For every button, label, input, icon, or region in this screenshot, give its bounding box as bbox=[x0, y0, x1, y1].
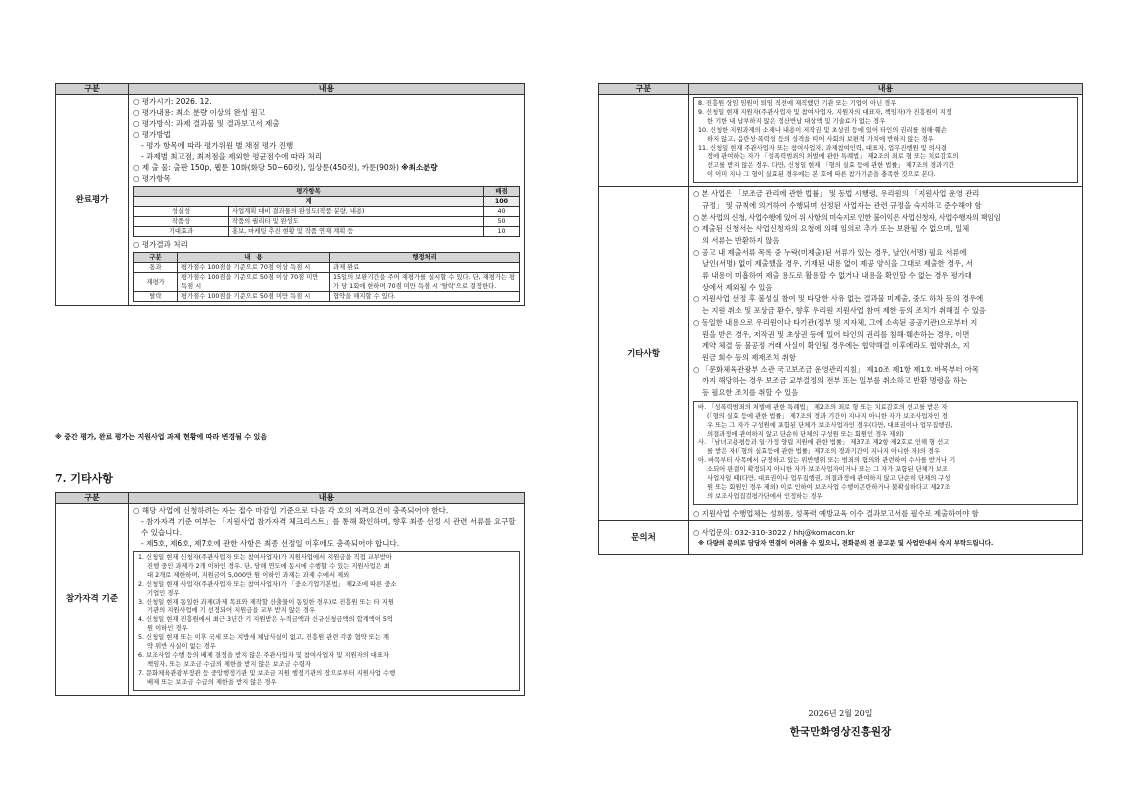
eval-method-2: - 과제별 최고점, 최저점을 제외한 평균점수에 따라 처리 bbox=[141, 152, 323, 161]
eval-items-table bbox=[133, 186, 520, 237]
qualification-label: 참가자격 기준 bbox=[56, 504, 129, 696]
qual-item-7: 7. 문화체육관광부장관 등 중앙행정기관 및 보조금 지원 행정기관의 장으로부터 지원사업 수행 bbox=[138, 669, 396, 677]
etc-cancel-note: ○ 지원사업 선정 후 불성실 참여 및 타당한 사유 없는 결과물 미제출, 중도 하차 등의 경우에 bbox=[693, 294, 984, 304]
qual-item-10: 10. 신청한 지원과제의 소재나 내용이 저작권 및 초상권 등에 있어 타인의 권리를 침해·훼손 bbox=[698, 126, 947, 134]
etc-missing-doc-note: ○ 공고 내 제출서류 목록 중 누락(미제출)된 서류가 있는 경우, 날인(서명) 필요 서류에 bbox=[693, 247, 967, 257]
qual-item-9: 9. 신청일 현재 지원자(주관사업자 및 참여사업자, 지원자의 대표자, 책임자)가 진흥원이 지정 bbox=[698, 108, 952, 116]
eval-result-title: ○ 평가결과 처리 bbox=[133, 240, 188, 249]
etc-responsibility-note: ○ 본 사업의 신청, 사업수행에 있어 위 사항의 미숙지로 인한 불이익은 사업신청자, 사업수행자의 책임임 bbox=[693, 212, 1001, 222]
contact-phone-email: ○ 사업문의: 032-310-3022 / hhj@komacon.kr bbox=[693, 527, 855, 537]
qual-item-2: 2. 신청일 현재 사업자(주관사업자 또는 참여사업자)가 「중소기업기본법」 제2조에 따른 중소 bbox=[138, 580, 397, 588]
eval-result-table bbox=[133, 252, 520, 302]
etc-box-item-ba: 바. 「성폭력범죄의 처벌에 관한 특례법」 제2조의 죄로 형 또는 치료감호의 선고를 받은 자 bbox=[698, 403, 948, 411]
etc-table bbox=[598, 83, 1083, 555]
table-row: 탈락 평가점수 100점을 기준으로 50점 미만 득점 시 협약을 해지할 수 있다. bbox=[134, 292, 520, 302]
items-total-score: 100 bbox=[484, 197, 520, 207]
result-header-content: 내 용 bbox=[178, 253, 330, 263]
qual-item-3: 3. 신청일 현재 동일한 과제(과제 목표와 제작할 산출물이 동일한 경우)로 진흥원 또는 타 지원 bbox=[138, 598, 394, 606]
min-amount-note: ※최소분량 bbox=[401, 163, 438, 172]
etc-content: ○ 본 사업은 「보조금 관리에 관한 법률」 및 동법 시행령, 우리원의 「지원사업 운영 관리 규정」 및 규칙에 의거하여 수행되며 선정된 사업자는 관련 규정을 숙지하고 준수해야 함 ○ 본 사업의 신청, 사업수행에 있어 위 사항의 미숙지로 인한 불이익은 사업신청자, 사업수행자의 책임임 ○ 제출된 신청서는 사업신청자의 요청에 의해 임의로 추가 또는 보완될 수 없으며, 일체 의 서류는 반환하지 않음 ○ 공고 내 제출서류 목록 중 누락(미제출)된 서류가 있는 경우, 날인(서명) 필요 서류에 날인(서명) 없이 제출했을 경우, 기재된 내용 없이 제공 양식을 그대로 제출한 경우, 서 류 내용이 미흡하여 제출 용도로 활용할 수 없거나 내용을 확인할 수 없는 경우 평가대 상에서 제외될 수 있음 ○ 지원사업 선정 후 불성실 참여 및 타당한 사유 없는 결과물 미제출, 중도 하차 등의 경우에 는 지원 취소 및 포상금 환수, 향후 우리원 지원사업 참여 제한 등의 조치가 취해질 수 있음 ○ 동일한 내용으로 우리원이나 타기관(정부 및 지자체, 그에 소속된 공공기관)으로부터 지 원을 받은 경우, 저작권 및 초상권 등에 있어 타인의 권리를 침해·훼손하는 경우, 이면 계약 체결 등 불공정 거래 사실이 확인될 경우에는 협약해결 이후에라도 협약취소, 지 원금 회수 등의 제재조치 취함 ○ 「문화체육관광부 소관 국고보조금 운영관리지침」 제10조 제1항 제1호 바목부터 아목 까지 해당하는 경우 보조금 교부결정의 전부 또는 일부를 취소하고 반환 명령을 하는 등 필요한 조치를 취할 수 있음 바. 「성폭력범죄의 처벌에 관한 특례법」 제2조의 죄로 형 또는 치료감호의 선고를 받은 자 (「형의 실효 등에 관한 법률」 제7조의 경과 기간이 지나지 아니한 자가 보조사업자인 경 우 또는 그 자가 구성원에 포함된 단체가 보조사업자인 경우(다만, 대표권이나 업무집행권, 의결과정에 관여하지 않고 단순히 단체의 구성원 또는 회원인 경우 제외) 사. 「남녀고용평등과 일·가정 양립 지원에 관한 법률」 제37조 제2항 제2호로 인해 형 선고 를 받은 자(「형의 실효등에 관한 법률」제7조의 경과기간이 지나지 아니한 자)의 경우 아. 바목부터 사목에서 규정하고 있는 위반행위 또는 범죄의 혐의와 관련하여 수사를 받거나 기 소되어 판결이 확정되지 아니한 자가 보조사업자이거나 또는 그 자가 포함된 단체가 보조 사업자일 때(다만, 대표권이나 업무집행권, 의결과정에 관여하지 않고 단순히 단체의 구성 원 또는 회원인 경우 제외) 이로 인하여 보조사업 수행이곤란하거나 불확실하다고 제27조 의 보조사업집검평가단에서 인정하는 경우 ○ 지원사업 수행업체는 성희롱, 성폭력 예방교육 이수 결과보고서를 필수로 제출하여야 함 bbox=[689, 187, 1083, 521]
contact-label: 문의처 bbox=[599, 521, 689, 555]
qual-criteria-box-continued: 8. 진흥원 상임 임원이 퇴임 직전에 재직했던 기관 또는 기업이 아닌 경우 9. 신청일 현재 지원자(주관사업자 및 참여사업자, 지원자의 대표자, 책임자)가 진흥원이 지정 한 기한 내 납부하지 않은 정산반납 대상액 및 기술료가 없는 경우 10. 신청한 지원과제의 소재나 내용이 저작권 및 초상권 등에 있어 타인의 권리를 침해·훼손 하지 않고, 음란성·폭력성 등의 성격을 띠어 사회의 보편적 가치에 반하지 않는 경우 11. 신청일 현재 주관사업자 또는 참여사업자, 과제참여인력, 대표자, 업무진행원 및 의사결 정에 관여하는 자가 「성폭력범죄의 처벌에 관한 특례법」 제2조의 죄로 형 또는 치료감호의 선고를 받지 않은 경우. 다만, 신청일 현재 「형의 실효 등에 관한 법률」 제7조의 경과기간 이 이미 지나 그 형이 실효된 경우에는 본 호에 따른 참가기준을 충족한 것으로 본다. bbox=[693, 97, 1078, 183]
etc-subsidy-note: ○ 「문화체육관광부 소관 국고보조금 운영관리지침」 제10조 제1항 제1호 바목부터 아목 bbox=[693, 364, 979, 374]
etc-legal-box: 바. 「성폭력범죄의 처벌에 관한 특례법」 제2조의 죄로 형 또는 치료감호의 선고를 받은 자 (「형의 실효 등에 관한 법률」 제7조의 경과 기간이 지나지 아니한 자가 보조사업자인 경 우 또는 그 자가 구성원에 포함된 단체가 보조사업자인 경우(다만, 대표권이나 업무집행권, 의결과정에 관여하지 않고 단순히 단체의 구성원 또는 회원인 경우 제외) 사. 「남녀고용평등과 일·가정 양립 지원에 관한 법률」 제37조 제2항 제2호로 인해 형 선고 를 받은 자(「형의 실효등에 관한 법률」제7조의 경과기간이 지나지 아니한 자)의 경우 아. 바목부터 사목에서 규정하고 있는 위반행위 또는 범죄의 혐의와 관련하여 수사를 받거나 기 소되어 판결이 확정되지 아니한 자가 보조사업자이거나 또는 그 자가 포함된 단체가 보조 사업자일 때(다만, 대표권이나 업무집행권, 의결과정에 관여하지 않고 단순히 단체의 구성 원 또는 회원인 경우 제외) 이로 인하여 보조사업 수행이곤란하거나 불확실하다고 제27조 의 보조사업집검평가단에서 인정하는 경우 bbox=[693, 401, 1078, 505]
table-row: 성실성 사업계획 대비 결과물의 완성도(작품 분량, 내용) 40 bbox=[134, 207, 520, 217]
items-header-item: 평가항목 bbox=[134, 187, 484, 197]
contact-notice: ※ 다량의 문의로 담당자 연결이 어려울 수 있으니, 전화문의 전 공고문 및 사업안내서 숙지 부탁드립니다. bbox=[698, 538, 994, 547]
etc-box-item-sa: 사. 「남녀고용평등과 일·가정 양립 지원에 관한 법률」 제37조 제2항 제2호로 인해 형 선고 bbox=[698, 439, 950, 447]
eval-method-1: - 평가 항목에 따라 평가위원 별 채점 평가 진행 bbox=[141, 141, 294, 150]
eval-method: ○ 평가방법 bbox=[133, 130, 171, 139]
eval-change-note: ※ 중간 평가, 완료 평가는 지원사업 과제 현황에 따라 변경될 수 있음 bbox=[55, 433, 268, 441]
header-naeyong: 내용 bbox=[129, 493, 525, 504]
eval-way: ○ 평가방식: 과제 결과물 및 결과보고서 제출 bbox=[133, 119, 280, 128]
etc-education-note: ○ 지원사업 수행업체는 성희롱, 성폭력 예방교육 이수 결과보고서를 필수로 제출하여야 함 bbox=[693, 508, 979, 518]
table-row: 작품성 작품의 퀄리티 및 완성도 50 bbox=[134, 217, 520, 227]
qual-item-4: 4. 신청일 현재 진흥원에서 최근 3년간 기 지원받은 누적금액과 신규신청금액의 합계액이 5억 bbox=[138, 616, 394, 624]
qual-continued-label bbox=[599, 95, 689, 187]
items-total-label: 계 bbox=[134, 197, 484, 207]
etc-duplicate-note: ○ 동일한 내용으로 우리원이나 타기관(정부 및 지자체, 그에 소속된 공공기관)으로부터 지 bbox=[693, 317, 978, 327]
header-naeyong: 내용 bbox=[689, 84, 1083, 95]
etc-law-note: ○ 본 사업은 「보조금 관리에 관한 법률」 및 동법 시행령, 우리원의 「지원사업 운영 관리 bbox=[693, 189, 980, 199]
eval-period: ○ 평가시기: 2026. 12. bbox=[133, 97, 212, 106]
qual-criteria-box: 1. 신청일 현재 신청자(주관사업자 또는 참여사업자)가 지원사업에서 지원금을 직접 교부받아 진행 중인 과제가 2개 이하인 경우. 단, 당해 연도에 동시에 수행할 수 있는 지원사업은 최 대 2개로 제한하며, 지원금이 5,000만 원 이하인 과제는 과제 수에서 제외 2. 신청일 현재 사업자(주관사업자 또는 참여사업자)가 「중소기업기본법」 제2조에 따른 중소 기업인 경우 3. 신청일 현재 동일한 과제(과제 목표와 제작할 산출물이 동일한 경우)로 진흥원 또는 타 지원 기관의 지원사업에 기 선정되어 지원금을 교부 받지 않은 경우 4. 신청일 현재 진흥원에서 최근 3년간 기 지원받은 누적금액과 신규신청금액의 합계액이 5억 원 이하인 경우 5. 신청일 현재 또는 이후 국세 또는 지방세 체납사실이 없고, 진흥원 관련 각종 협약 또는 계 약 위반 사실이 없는 경우 6. 보조사업 수행 등의 배제 결정을 받지 않은 주관사업자 및 참여사업자 및 지원자의 대표자 책임자, 또는 보조금 수급의 제한을 받지 않은 보조금 수령자 7. 문화체육관광부장관 등 중앙행정기관 및 보조금 지원 행정기관의 장으로부터 지원사업 수행 배제 또는 보조금 수급의 제한을 받지 않은 경우 bbox=[133, 551, 520, 691]
table-row: 통과 평가점수 100점을 기준으로 70점 이상 득점 시 과제 완료 bbox=[134, 263, 520, 273]
etc-box-item-a: 아. 바목부터 사목에서 규정하고 있는 위반행위 또는 범죄의 혐의와 관련하여 수사를 받거나 기 bbox=[698, 457, 956, 465]
table-row: 기대효과 홍보, 마케팅 추진 현황 및 작품 연재 계획 등 10 bbox=[134, 227, 520, 237]
eval-label: 완료평가 bbox=[56, 95, 129, 306]
eval-contents: ○ 평가내용: 최소 분량 이상의 완성 원고 bbox=[133, 108, 266, 117]
eval-content bbox=[129, 95, 525, 306]
eval-submission: ○ 제 출 물: 출판 150p, 웹툰 10화(화당 50~60컷), 일상툰(450컷), 카툰(90화) ※최소분량 bbox=[133, 163, 438, 172]
header-gubun: 구분 bbox=[599, 84, 689, 95]
section-7-title: 7. 기타사항 bbox=[55, 472, 113, 485]
eval-table bbox=[55, 83, 525, 306]
result-header-kind: 구분 bbox=[134, 253, 178, 263]
qual-continued-content bbox=[689, 95, 1083, 187]
qual-item-6: 6. 보조사업 수행 등의 배제 결정을 받지 않은 주관사업자 및 참여사업자 및 지원자의 대표자 bbox=[138, 651, 390, 659]
qual-item-11: 11. 신청일 현재 주관사업자 또는 참여사업자, 과제참여인력, 대표자, 업무진행원 및 의사결 bbox=[698, 144, 947, 152]
qual-item-1: 1. 신청일 현재 신청자(주관사업자 또는 참여사업자)가 지원사업에서 지원금을 직접 교부받아 bbox=[138, 554, 392, 561]
header-gubun: 구분 bbox=[56, 493, 129, 504]
contact-content bbox=[689, 521, 1083, 555]
result-header-action: 행정처리 bbox=[330, 253, 520, 263]
qual-check-note: - 참가자격 기준 여부는 「지원사업 참가자격 체크리스트」를 통해 확인하며, 향후 최종 선정 시 관련 서류를 요구할 수 있습니다. bbox=[141, 517, 516, 537]
etc-label: 기타사항 bbox=[599, 187, 689, 521]
eval-items-title: ○ 평가항목 bbox=[133, 174, 171, 183]
header-gubun: 구분 bbox=[56, 84, 129, 95]
qual-intro: ○ 해당 사업에 신청하려는 자는 접수 마감일 기준으로 다음 각 호의 자격요건이 충족되어야 한다. bbox=[133, 506, 449, 515]
etc-no-return-note: ○ 제출된 신청서는 사업신청자의 요청에 의해 임의로 추가 또는 보완될 수 없으며, 일체 bbox=[693, 224, 970, 234]
qualification-content bbox=[129, 504, 525, 696]
announcement-date: 2026년 2월 20일 bbox=[808, 709, 873, 718]
table-row: 재평가 평가점수 100점을 기준으로 50점 이상 70점 미만 득점 시 15일의 보완기간을 주어 재평가를 실시할 수 있다. 단, 재평가는 평가 당 1회에 한하며 70점 미만 득점 시 '탈락'으로 결정한다. bbox=[134, 273, 520, 292]
qual-item-8: 8. 진흥원 상임 임원이 퇴임 직전에 재직했던 기관 또는 기업이 아닌 경우 bbox=[698, 100, 897, 107]
qual-item-5: 5. 신청일 현재 또는 이후 국세 또는 지방세 체납사실이 없고, 진흥원 관련 각종 협약 또는 계 bbox=[138, 634, 389, 642]
organization-name: 한국만화영상진흥원장 bbox=[789, 726, 892, 738]
qual-after-note: - 제5호, 제6호, 제7호에 관한 사항은 최종 선정일 이후에도 충족되어야 합니다. bbox=[141, 539, 400, 548]
items-header-score: 배점 bbox=[484, 187, 520, 197]
qualification-table bbox=[55, 492, 525, 696]
header-naeyong: 내용 bbox=[129, 84, 525, 95]
